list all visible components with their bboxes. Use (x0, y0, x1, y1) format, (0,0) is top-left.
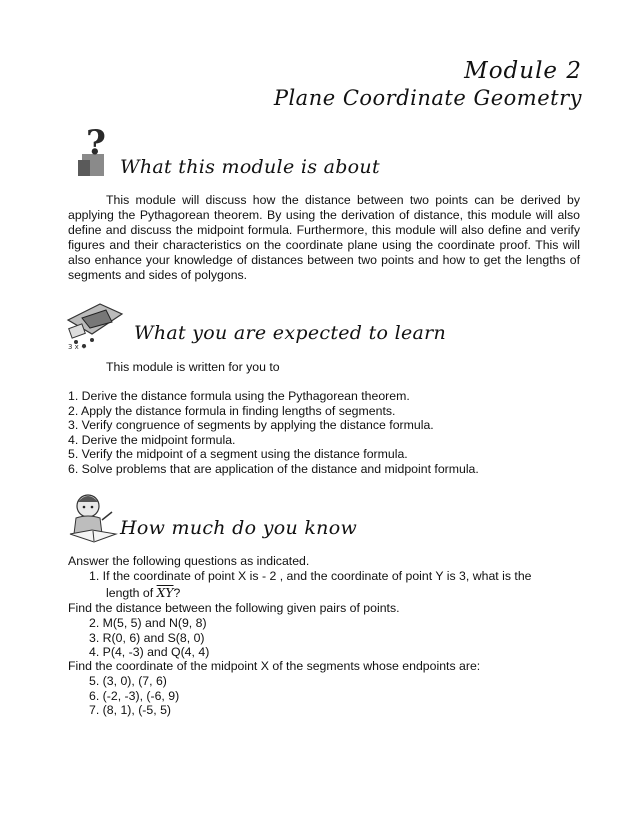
question-1-continued (106, 586, 180, 601)
questions-instruction: Answer the following questions as indicated. (68, 554, 310, 568)
q1-suffix: ? (173, 586, 181, 600)
midpoint-instruction: Find the coordinate of the midpoint X of the segments whose endpoints are: (68, 659, 481, 673)
list-item: 5. (3, 0), (7, 6) (89, 674, 167, 688)
objectives-list (68, 389, 479, 476)
list-item: 4. Derive the midpoint formula. (68, 432, 236, 447)
svg-text:?: ? (86, 123, 106, 163)
list-item: 2. Apply the distance formula in finding lengths of segments. (68, 403, 396, 418)
list-item: 4. P(4, -3) and Q(4, 4) (89, 645, 210, 659)
section-heading-expected: What you are expected to learn (134, 322, 447, 344)
list-item: 7. (8, 1), (-5, 5) (89, 703, 172, 717)
midpoint-list (89, 674, 179, 718)
math-tools-icon (62, 300, 128, 350)
list-item: 6. (-2, -3), (-6, 9) (89, 688, 180, 703)
list-item: 6. Solve problems that are application of the distance and midpoint formula. (68, 461, 479, 476)
section-heading-know: How much do you know (120, 517, 358, 539)
question-1: 1. If the coordinate of point X is - 2 , and the coordinate of point Y is 3, what is the (89, 569, 532, 583)
q1-prefix: length of (106, 586, 154, 600)
list-item: 3. R(0, 6) and S(8, 0) (89, 630, 205, 645)
list-item: 2. M(5, 5) and N(9, 8) (89, 616, 207, 630)
distance-list (89, 616, 209, 660)
list-item: 1. Derive the distance formula using the Pythagorean theorem. (68, 389, 410, 403)
section-heading-about: What this module is about (120, 156, 380, 178)
list-item: 3. Verify congruence of segments by applying the distance formula. (68, 418, 434, 432)
segment-xy: $\overline{XY}$ (156, 586, 174, 600)
student-reading-icon (66, 490, 122, 546)
svg-text:3 x ÷: 3 x ÷ (68, 343, 87, 350)
question-mark-icon (76, 120, 116, 178)
about-paragraph: This module will discuss how the distance between two points can be derived by applying the Pythagorean theorem. By using the derivation of distance, this module will also define and discuss the midpoint formula. Furthermore, this module will also define and verify figures and their characteristics on the coordinate plane using the coordinate proof. This will also enhance your knowledge of distances between two points and how to get the lengths of segments and sides of polygons. (68, 193, 580, 282)
list-item: 5. Verify the midpoint of a segment using the distance formula. (68, 447, 408, 461)
module-number: Module 2 (464, 58, 582, 84)
objectives-intro: This module is written for you to (106, 360, 280, 374)
module-title: Plane Coordinate Geometry (273, 86, 582, 110)
distance-instruction: Find the distance between the following given pairs of points. (68, 601, 400, 615)
